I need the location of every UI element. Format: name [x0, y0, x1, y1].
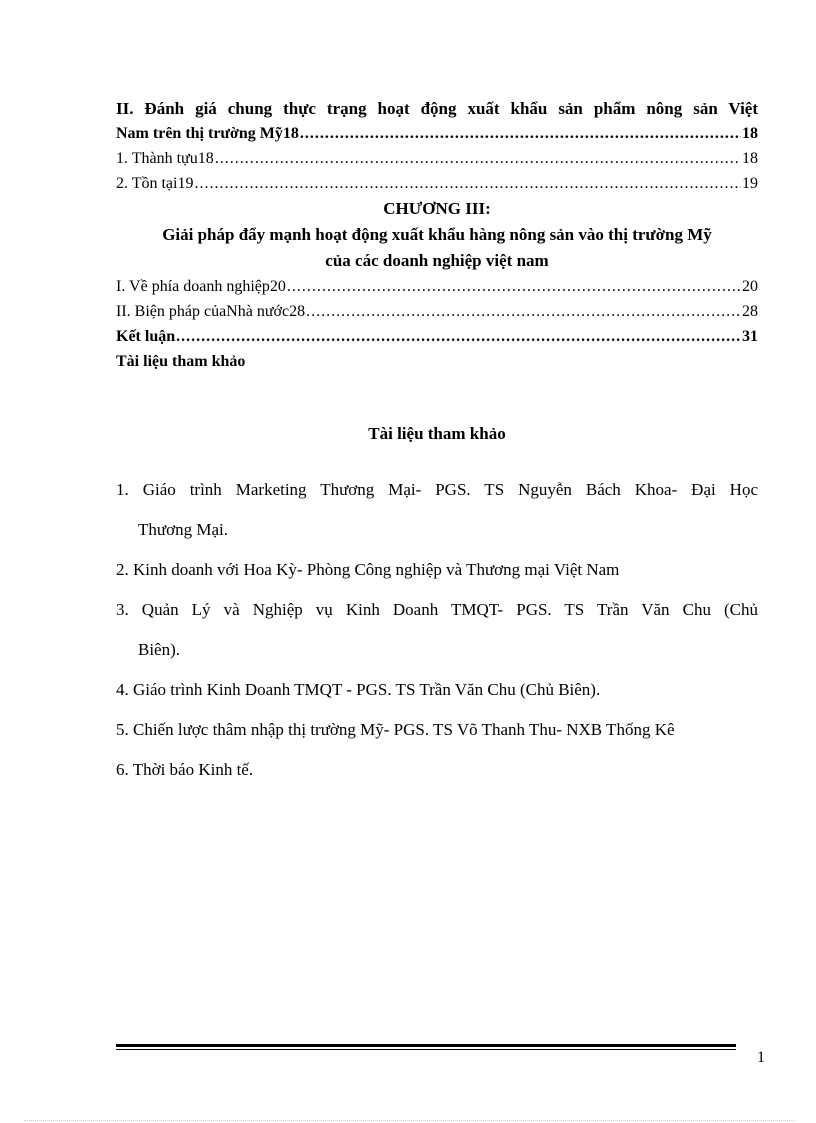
toc-item-page: 28 [742, 303, 758, 320]
toc-item-label: 2. Tồn tại19 [116, 175, 194, 192]
toc-leader-dots [194, 171, 741, 196]
toc-leader-dots [215, 146, 741, 171]
reference-text: 2. Kinh doanh với Hoa Kỳ- Phòng Công nghiệp và Thương mại Việt Nam [116, 560, 620, 579]
reference-item-6 [116, 750, 758, 790]
reference-item-3 [116, 590, 758, 630]
reference-text: 3. Quản Lý và Nghiệp vụ Kinh Doanh TMQT- PGS. TS Trần Văn Chu (Chủ [116, 600, 758, 619]
page-edge-divider [24, 1120, 794, 1121]
table-of-contents [116, 96, 758, 374]
toc-leader-dots [306, 299, 741, 324]
reference-item-1 [116, 470, 758, 510]
reference-continuation: Thương Mại. [138, 520, 228, 539]
toc-item-label: II. Biện pháp củaNhà nước28 [116, 303, 306, 320]
toc-item-label: Tài liệu tham khảo [116, 353, 246, 370]
toc-item-label: 1. Thành tựu18 [116, 150, 214, 167]
toc-item-enterprise [116, 274, 758, 299]
reference-item-4 [116, 670, 758, 710]
toc-chapter3-title-line2: của các doanh nghiệp việt nam [325, 251, 549, 270]
toc-item-label: Kết luận [116, 328, 176, 345]
reference-text: 1. Giáo trình Marketing Thương Mại- PGS. TS Nguyễn Bách Khoa- Đại Học [116, 480, 758, 499]
toc-section2-page: 18 [742, 125, 758, 142]
toc-item-page: 19 [742, 175, 758, 192]
footer-rule-thick [116, 1044, 736, 1047]
reference-continuation: Biên). [138, 640, 181, 659]
reference-item-1-cont [116, 510, 758, 550]
references-list [116, 470, 758, 790]
references-title: Tài liệu tham khảo [368, 424, 506, 443]
toc-section2-title-line1: II. Đánh giá chung thực trạng hoạt động xuất khẩu sản phẩm nông sản Việt [116, 99, 758, 118]
toc-item-page: 18 [742, 150, 758, 167]
toc-leader-dots [176, 324, 741, 349]
toc-leader-dots [300, 121, 741, 146]
toc-item-page: 20 [742, 278, 758, 295]
toc-item-state [116, 299, 758, 324]
reference-item-3-cont [116, 630, 758, 670]
toc-chapter3-heading: CHƯƠNG III: [383, 199, 491, 218]
toc-item-label: I. Về phía doanh nghiệp20 [116, 278, 286, 295]
toc-section2-title-line2: Nam trên thị trường Mỹ18 [116, 125, 299, 142]
reference-text: 6. Thời báo Kinh tế. [116, 760, 254, 779]
toc-item-page: 31 [742, 328, 758, 345]
reference-item-2 [116, 550, 758, 590]
footer-rule [116, 1044, 736, 1050]
toc-chapter3-title-line1: Giải pháp đẩy mạnh hoạt động xuất khẩu hàng nông sản vào thị trường Mỹ [162, 225, 712, 244]
toc-item-references [116, 349, 758, 374]
reference-item-5 [116, 710, 758, 750]
toc-section2-row [116, 121, 758, 146]
toc-item-conclusion [116, 324, 758, 349]
toc-leader-dots [287, 274, 741, 299]
reference-text: 5. Chiến lược thâm nhập thị trường Mỹ- PGS. TS Võ Thanh Thu- NXB Thống Kê [116, 720, 675, 739]
toc-item-shortcomings [116, 171, 758, 196]
footer-rule-thin [116, 1049, 736, 1050]
reference-text: 4. Giáo trình Kinh Doanh TMQT - PGS. TS Trần Văn Chu (Chủ Biên). [116, 680, 601, 699]
page-number: 1 [757, 1049, 765, 1066]
toc-item-achievements [116, 146, 758, 171]
